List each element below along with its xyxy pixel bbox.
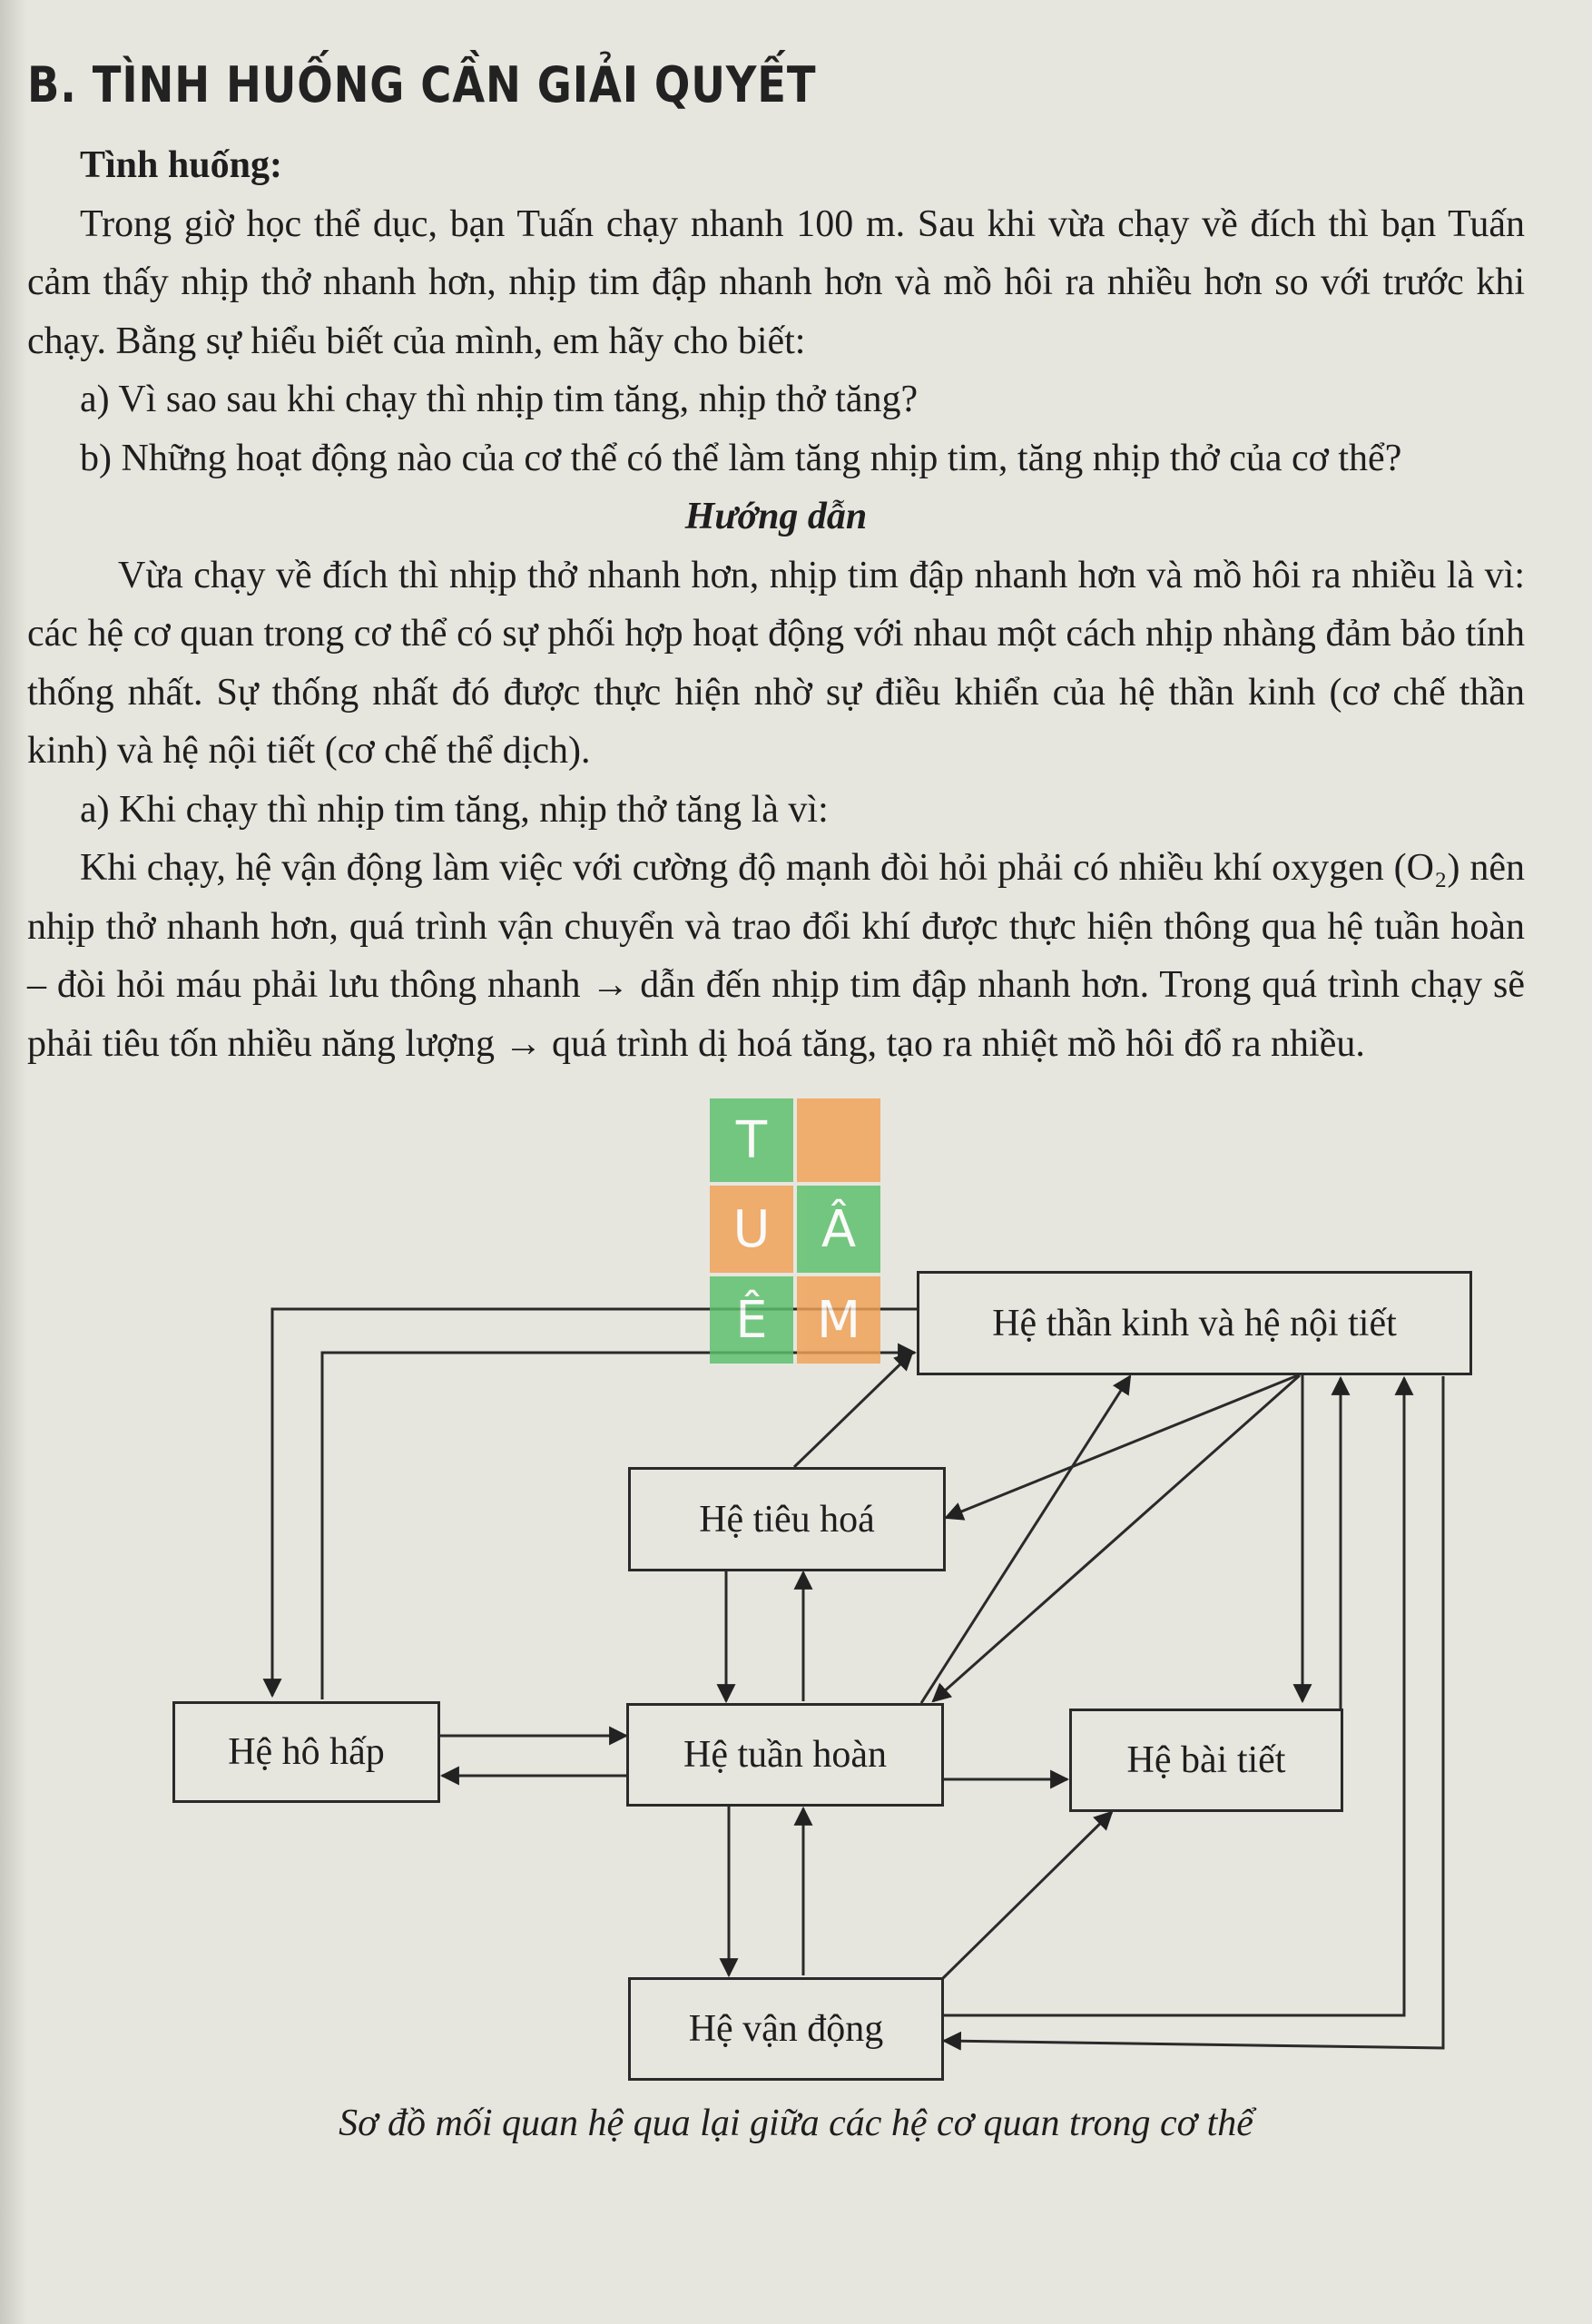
situation-text: Trong giờ học thể dục, bạn Tuấn chạy nhanh 100 m. Sau khi vừa chạy về đích thì bạn Tuấn cảm thấy nhịp thở nhanh hơn, nhịp tim đập nhanh hơn và mồ hôi ra nhiều hơn so với trước khi chạy. Bằng sự hiểu biết của mình, em hãy cho biết: <box>27 202 1525 362</box>
node-respiratory: Hệ hô hấp <box>172 1701 440 1803</box>
answer-a-heading: a) Khi chạy thì nhịp tim tăng, nhịp thở tăng là vì: <box>80 788 829 831</box>
watermark-letter: M <box>797 1276 880 1364</box>
node-excretory: Hệ bài tiết <box>1069 1709 1343 1812</box>
node-digestive: Hệ tiêu hoá <box>628 1467 946 1571</box>
arrow-nervous-to-digestive <box>946 1375 1298 1518</box>
watermark-logo <box>710 1098 882 1375</box>
arrow-nervous-to-circulatory <box>933 1375 1300 1701</box>
arrow-motor-to-excretory <box>942 1812 1112 1979</box>
question-b: b) Những hoạt động nào của cơ thể có thể làm tăng nhịp tim, tăng nhịp thở của cơ thể? <box>80 437 1402 479</box>
diagram-arrows <box>0 1262 1592 2079</box>
arrow-circulatory-to-nervous <box>921 1376 1130 1703</box>
text-content <box>27 136 1525 1073</box>
node-motor: Hệ vận động <box>628 1977 944 2081</box>
node-circulatory: Hệ tuần hoàn <box>626 1703 944 1807</box>
situation-label: Tình huống: <box>80 144 282 186</box>
watermark-letter: U <box>710 1186 793 1273</box>
watermark-letter: Ê <box>710 1276 793 1364</box>
organ-systems-diagram <box>0 1262 1592 2079</box>
guide-intro: Vừa chạy về đích thì nhịp thở nhanh hơn, nhịp tim đập nhanh hơn và mồ hôi ra nhiều là vì: các hệ cơ quan trong cơ thể có sự phối hợp hoạt động với nhau một cách nhịp nhàng đảm bảo tính thống nhất. Sự thống nhất đó được thực hiện nhờ sự điều khiển của hệ thần kinh (cơ chế thần kinh) và hệ nội tiết (cơ chế thể dịch). <box>27 554 1525 772</box>
guide-title: Hướng dẫn <box>684 496 868 537</box>
arrow-motor-to-nervous <box>941 1378 1404 2015</box>
question-a: a) Vì sao sau khi chạy thì nhịp tim tăng, nhịp thở tăng? <box>80 379 919 420</box>
watermark-letter: T <box>710 1098 793 1182</box>
watermark-block <box>797 1098 880 1182</box>
section-title: B. TÌNH HUỐNG CẦN GIẢI QUYẾT <box>27 56 817 113</box>
node-nervous-endocrine: Hệ thần kinh và hệ nội tiết <box>917 1271 1472 1375</box>
watermark-letter: Â <box>797 1186 880 1273</box>
answer-a-text: Khi chạy, hệ vận động làm việc với cường độ mạnh đòi hỏi phải có nhiều khí oxygen (O₂) nên nhịp thở nhanh hơn, quá trình vận chuyển và trao đổi khí được thực hiện thông qua hệ tuần hoàn – đòi hỏi máu phải lưu thông nhanh → dẫn đến nhịp tim đập nhanh hơn. Trong quá trình chạy sẽ phải tiêu tốn nhiều năng lượng → quá trình dị hoá tăng, tạo ra nhiệt mồ hôi đổ ra nhiều. <box>27 847 1525 1065</box>
diagram-caption: Sơ đồ mối quan hệ qua lại giữa các hệ cơ quan trong cơ thể <box>339 2102 1253 2144</box>
